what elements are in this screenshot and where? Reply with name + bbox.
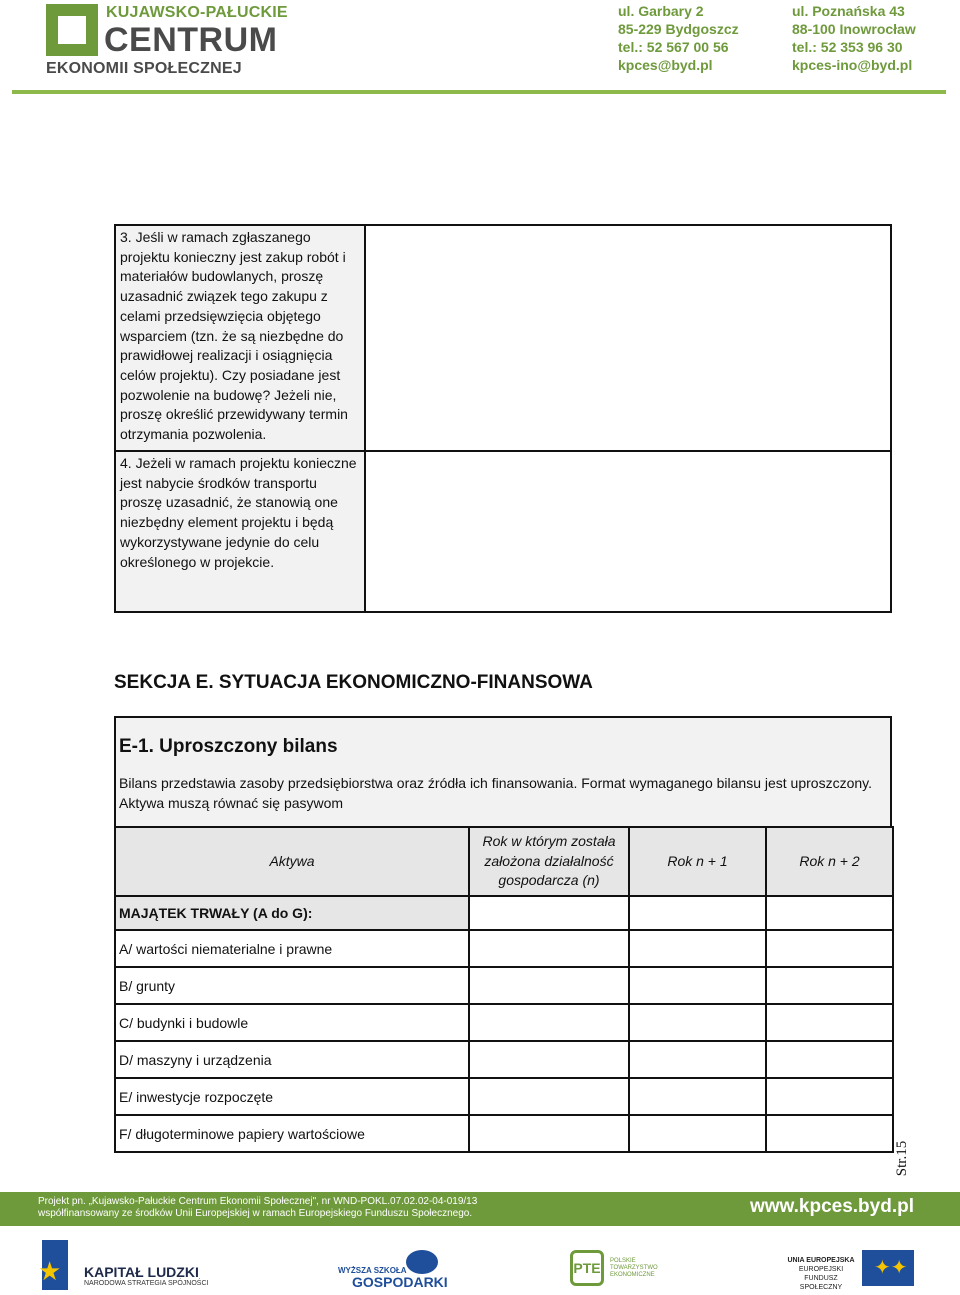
e1-description: Bilans przedstawia zasoby przedsiębiorstwa oraz źródła ich finansowania. Format wymaganego bilansu jest uproszczony. Aktywa muszą równać się pasywom bbox=[119, 775, 872, 811]
value-cell[interactable] bbox=[629, 930, 766, 967]
value-cell[interactable] bbox=[629, 1078, 766, 1115]
kapital-ludzki-icon: ★ bbox=[38, 1240, 72, 1290]
table-row bbox=[115, 1115, 893, 1152]
kapital-ludzki-subtitle: NARODOWA STRATEGIA SPÓJNOŚCI bbox=[84, 1280, 209, 1287]
value-cell[interactable] bbox=[629, 1004, 766, 1041]
page-number bbox=[893, 1140, 915, 1180]
header-aktywa: Aktywa bbox=[115, 827, 469, 896]
wsg-icon bbox=[406, 1250, 438, 1274]
pte-text: POLSKIE TOWARZYSTWO EKONOMICZNE bbox=[610, 1258, 658, 1278]
row-label: D/ maszyny i urządzenia bbox=[115, 1041, 469, 1078]
header-year-n2: Rok n + 2 bbox=[766, 827, 893, 896]
value-cell[interactable] bbox=[469, 930, 629, 967]
value-cell[interactable] bbox=[766, 1078, 893, 1115]
sponsor-logos bbox=[0, 1232, 960, 1295]
wsg-small-text: WYŻSZA SZKOŁA bbox=[338, 1266, 407, 1275]
page-number-text: Str.15 bbox=[894, 1140, 911, 1177]
value-cell[interactable] bbox=[469, 967, 629, 1004]
ue-text: UNIA EUROPEJSKA EUROPEJSKI FUNDUSZ SPOŁECZNY bbox=[787, 1257, 855, 1291]
office-email[interactable]: kpces@byd.pl bbox=[618, 57, 713, 73]
row-label: C/ budynki i budowle bbox=[115, 1004, 469, 1041]
row-label: F/ długoterminowe papiery wartościowe bbox=[115, 1115, 469, 1152]
logo-line3: EKONOMII SPOŁECZNEJ bbox=[46, 60, 242, 77]
office-phone: tel.: 52 567 00 56 bbox=[618, 39, 729, 55]
value-cell[interactable] bbox=[469, 896, 629, 930]
section-title: SEKCJA E. SYTUACJA EKONOMICZNO-FINANSOWA bbox=[114, 672, 593, 693]
value-cell[interactable] bbox=[629, 967, 766, 1004]
office-bydgoszcz bbox=[618, 2, 739, 74]
pte-icon: PTE bbox=[570, 1250, 604, 1286]
header-year-n1: Rok n + 1 bbox=[629, 827, 766, 896]
row-label: A/ wartości niematerialne i prawne bbox=[115, 930, 469, 967]
table-row bbox=[115, 1004, 893, 1041]
row-label: MAJĄTEK TRWAŁY (A do G): bbox=[115, 896, 469, 930]
footer-project-text bbox=[38, 1196, 477, 1220]
e1-title: E-1. Uproszczony bilans bbox=[119, 736, 338, 757]
balance-table bbox=[114, 826, 894, 1153]
value-cell[interactable] bbox=[629, 1115, 766, 1152]
eu-flag-icon: ✦✦ bbox=[862, 1250, 914, 1286]
table-row bbox=[115, 1041, 893, 1078]
office-street: ul. Poznańska 43 bbox=[792, 3, 905, 19]
wsg-big-text: GOSPODARKI bbox=[352, 1274, 448, 1290]
office-city: 88-100 Inowrocław bbox=[792, 21, 916, 37]
footer-url-link[interactable]: www.kpces.byd.pl bbox=[749, 1196, 914, 1217]
page-header bbox=[0, 0, 960, 96]
answer-field[interactable] bbox=[366, 226, 890, 450]
office-street: ul. Garbary 2 bbox=[618, 3, 704, 19]
header-year-n: Rok w którym została założona działalność gospodarcza (n) bbox=[469, 827, 629, 896]
row-label: B/ grunty bbox=[115, 967, 469, 1004]
footer-line1: Projekt pn. „Kujawsko-Pałuckie Centrum Ekonomii Społecznej", nr WND-POKL.07.02.02-04-019/13 bbox=[38, 1196, 478, 1207]
value-cell[interactable] bbox=[766, 1115, 893, 1152]
question-row-3 bbox=[116, 226, 890, 452]
value-cell[interactable] bbox=[766, 967, 893, 1004]
value-cell[interactable] bbox=[469, 1041, 629, 1078]
value-cell[interactable] bbox=[629, 896, 766, 930]
value-cell[interactable] bbox=[766, 1041, 893, 1078]
kapital-ludzki-title: KAPITAŁ LUDZKI bbox=[84, 1264, 199, 1280]
header-divider bbox=[12, 90, 946, 94]
logo-line1: KUJAWSKO-PAŁUCKIE bbox=[106, 4, 288, 21]
table-row bbox=[115, 967, 893, 1004]
office-inowroclaw bbox=[792, 2, 916, 74]
office-city: 85-229 Bydgoszcz bbox=[618, 21, 739, 37]
value-cell[interactable] bbox=[766, 930, 893, 967]
table-row bbox=[115, 1078, 893, 1115]
e1-box bbox=[114, 716, 892, 828]
footer-line2: współfinansowany ze środków Unii Europejskiej w ramach Europejskiego Funduszu Społecznego. bbox=[38, 1208, 473, 1219]
footer-band bbox=[0, 1192, 960, 1226]
office-email[interactable]: kpces-ino@byd.pl bbox=[792, 57, 913, 73]
table-header-row bbox=[115, 827, 893, 896]
questions-table bbox=[114, 224, 892, 613]
value-cell[interactable] bbox=[469, 1004, 629, 1041]
value-cell[interactable] bbox=[766, 896, 893, 930]
value-cell[interactable] bbox=[629, 1041, 766, 1078]
answer-field[interactable] bbox=[366, 452, 890, 611]
office-phone: tel.: 52 353 96 30 bbox=[792, 39, 903, 55]
question-text: 4. Jeżeli w ramach projektu konieczne jest nabycie środków transportu proszę uzasadnić, że stanowią one niezbędny element projektu i będą wykorzystywane jedynie do celu określonego w projekcie. bbox=[116, 452, 366, 611]
logo-line2: CENTRUM bbox=[104, 21, 278, 59]
value-cell[interactable] bbox=[766, 1004, 893, 1041]
value-cell[interactable] bbox=[469, 1115, 629, 1152]
kpces-logo bbox=[46, 2, 288, 78]
table-row bbox=[115, 896, 893, 930]
question-row-4 bbox=[116, 452, 890, 611]
row-label: E/ inwestycje rozpoczęte bbox=[115, 1078, 469, 1115]
question-text: 3. Jeśli w ramach zgłaszanego projektu konieczny jest zakup robót i materiałów budowlanych, proszę uzasadnić związek tego zakupu z celami przedsięwzięcia objętego wsparciem (tzn. że są niezbędne do prawidłowej realizacji i osiągnięcia celów projektu). Czy posiadane jest pozwolenie na budowę? Jeżeli nie, proszę określić przewidywany termin otrzymania pozwolenia. bbox=[116, 226, 366, 450]
value-cell[interactable] bbox=[469, 1078, 629, 1115]
logo-mark-icon bbox=[46, 4, 98, 56]
table-row bbox=[115, 930, 893, 967]
